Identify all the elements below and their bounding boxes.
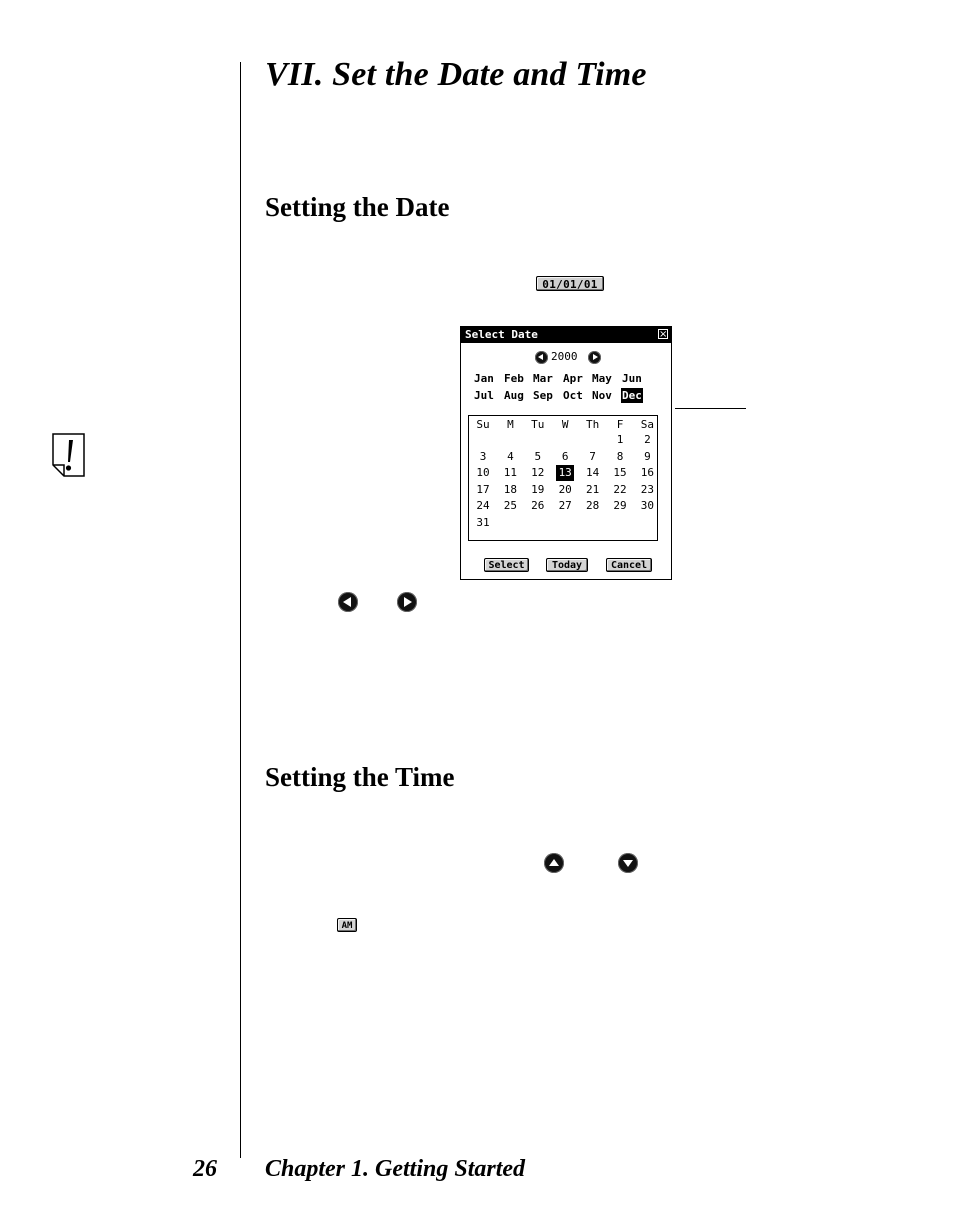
calendar-day[interactable]: 11 [503,466,518,479]
calendar-day[interactable]: 16 [640,466,655,479]
month-row-1 [473,371,663,386]
cancel-button[interactable]: Cancel [606,558,652,572]
page-number: 26 [193,1156,217,1182]
calendar-day[interactable]: 18 [503,482,518,496]
margin-rule [240,62,241,1158]
calendar-day[interactable]: 13 [556,465,574,481]
month-aug[interactable]: Aug [504,389,524,402]
month-row-2 [473,388,663,403]
weekday-header: Tu [531,418,545,431]
weekday-header: F [616,418,624,431]
calendar-day[interactable]: 10 [476,466,490,479]
select-button[interactable]: Select [484,558,529,572]
calendar-day[interactable]: 22 [613,482,627,496]
weekday-header: Sa [640,418,655,431]
dialog-title-bar [461,327,671,343]
month-dec[interactable]: Dec [622,389,642,402]
month-sep[interactable]: Sep [533,389,553,402]
month-oct[interactable]: Oct [563,389,583,402]
calendar-day[interactable]: 3 [479,449,487,463]
calendar-day[interactable]: 15 [613,466,627,479]
calendar-day[interactable]: 19 [531,482,545,496]
page-title: VII. Set the Date and Time [265,56,647,93]
right-arrow-icon [397,592,417,612]
select-date-dialog [460,326,672,580]
calendar-day[interactable]: 29 [613,499,627,512]
close-icon[interactable]: × [659,329,668,340]
month-jul[interactable]: Jul [474,389,494,402]
calendar-day[interactable]: 8 [616,449,624,463]
month-nov[interactable]: Nov [592,389,612,402]
calendar-day[interactable]: 26 [531,499,545,512]
left-arrow-icon[interactable] [535,351,548,364]
callout-line [675,408,746,409]
calendar-day[interactable]: 6 [561,449,569,463]
down-arrow-icon [618,853,638,873]
calendar-day[interactable]: 24 [476,499,490,512]
month-jun[interactable]: Jun [622,372,642,385]
calendar-day[interactable]: 28 [585,499,600,512]
month-mar[interactable]: Mar [533,372,553,385]
weekday-header: M [507,418,514,431]
month-may[interactable]: May [592,372,612,385]
calendar-day[interactable]: 25 [503,499,518,512]
exclamation-note-icon [52,433,85,477]
chapter-title: Chapter 1. Getting Started [265,1156,526,1182]
up-arrow-icon [544,853,564,873]
calendar-day[interactable]: 1 [616,433,624,446]
section-heading-time: Setting the Time [265,762,455,792]
calendar-day[interactable]: 23 [640,482,655,496]
month-jan[interactable]: Jan [474,372,494,385]
calendar-day[interactable]: 27 [558,499,572,512]
year-selector [461,349,671,365]
am-pm-button[interactable]: AM [337,918,357,932]
calendar-day[interactable]: 17 [476,482,490,496]
year-value: 2000 [551,350,578,363]
date-button[interactable]: 01/01/01 [536,276,604,291]
month-apr[interactable]: Apr [563,372,583,385]
calendar-day[interactable]: 5 [534,449,542,463]
calendar-day[interactable]: 31 [476,515,490,529]
weekday-header: W [561,418,569,431]
right-arrow-icon[interactable] [588,351,601,364]
calendar-day[interactable]: 21 [585,482,600,496]
calendar-day[interactable]: 12 [531,466,545,479]
calendar-day[interactable]: 14 [585,466,600,479]
calendar-day[interactable]: 2 [644,433,651,446]
calendar-grid [468,415,658,541]
left-arrow-icon [338,592,358,612]
calendar-day[interactable]: 9 [644,449,651,463]
calendar-day[interactable]: 7 [589,449,596,463]
today-button[interactable]: Today [546,558,588,572]
weekday-header: Th [585,418,600,431]
calendar-day[interactable]: 20 [558,482,572,496]
weekday-header: Su [476,418,490,431]
dialog-title: Select Date [465,328,538,341]
calendar-day[interactable]: 30 [640,499,655,512]
calendar-day[interactable]: 4 [507,449,514,463]
section-heading-date: Setting the Date [265,192,450,222]
month-feb[interactable]: Feb [504,372,524,385]
